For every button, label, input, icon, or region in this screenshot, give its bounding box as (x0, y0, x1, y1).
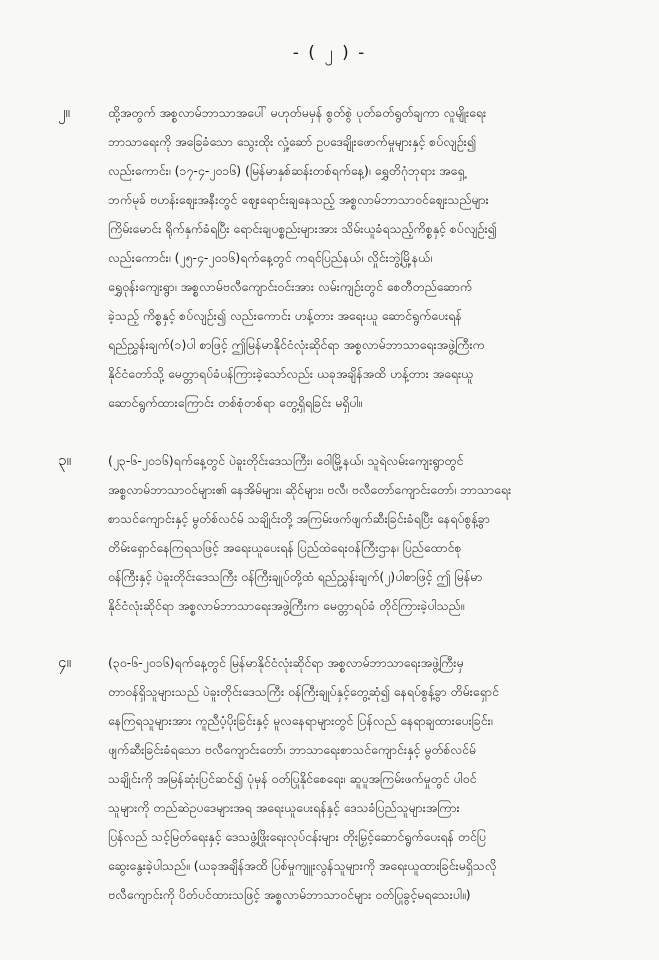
text-line: ဝန်ကြီးနှင့် ပဲခူးတိုင်းဒေသကြီး ဝန်ကြီးချုပ်တို့ထံ ရည်ညွှန်းချက်(၂)ပါစာဖြင့် ဤ မြန်မာ (108, 569, 483, 584)
text-line: စာသင်ကျောင်းနှင့် မွတ်စ်လင်မ် သချိုင်းတို့ အကြမ်းဖက်ဖျက်ဆီးခြင်းခံရပြီး နေရပ်စွန့်ခွာ (108, 511, 490, 526)
paragraph-number: ၃။ (58, 451, 71, 469)
text-line: ကြိမ်းမောင်း ရိုက်နှက်ခံရပြီး ရောင်းချပစ္စည်းများအား သိမ်းယူခံရသည့်ကိစ္စနှင့် စပ်လျဉ်း၍ (108, 221, 497, 236)
text-line: ဘာသာရေးကို အခြေခံသော သွေးထိုး လှုံ့ဆော် ဥပဒေချိုးဖောက်မှုများနှင့် စပ်လျဉ်း၍ (108, 134, 477, 149)
text-line: ခဲ့သည့် ကိစ္စနှင့် စပ်လျဉ်း၍ လည်းကောင်း ဟန့်တား အရေးယူ ဆောင်ရွက်ပေးရန် (108, 308, 462, 323)
text-line: ရည်ညွှန်းချက်(၁)ပါ စာဖြင့် ဤမြန်မာနိုင်ငံလုံးဆိုင်ရာ အစ္စလာမ်ဘာသာရေးအဖွဲ့ကြီးက (108, 337, 485, 352)
paragraph-3 (58, 648, 623, 909)
text-line: သချိုင်းကို အမြန်ဆုံးပြင်ဆင်၍ ပုံမှန် ဝတ်ပြုနိုင်စေရေး၊ ဆူပူအကြမ်းဖက်မှုတွင် ပါဝင် (108, 771, 477, 786)
text-line: ထို့အတွက် အစ္စလာမ်ဘာသာအပေါ် မဟုတ်မမှန် စွတ်စွဲ ပုတ်ခတ်ရွတ်ချကာ လူမျိုးရေး (108, 105, 487, 120)
text-line: နေကြရသူများအား ကူညီပံ့ပိုးခြင်းနှင့် မူလနေရာများတွင် ပြန်လည် နေရာချထားပေးခြင်း၊ (108, 713, 493, 728)
text-line: သူများကို တည်ဆဲဥပဒေများအရ အရေးယူပေးရန်နှင့် ဒေသခံပြည်သူများအကြား (108, 800, 460, 815)
text-line: (၃၀-၆-၂၀၁၆)ရက်နေ့တွင် မြန်မာနိုင်ငံလုံးဆိုင်ရာ အစ္စလာမ်ဘာသာရေးအဖွဲ့ကြီးမှ (108, 655, 464, 670)
paragraph-1 (58, 98, 623, 417)
text-line: လည်းကောင်း၊ (၂၅-၄-၂၀၁၆)ရက်နေ့တွင် ကရင်ပြည်နယ်၊ လှိုင်းဘွဲ့မြို့နယ်၊ (108, 250, 433, 265)
text-line: နိုင်ငံတော်သို့ မေတ္တာရပ်ခံပန်ကြားခဲ့သော်လည်း ယခုအချိန်အထိ ဟန့်တား အရေးယူ (108, 366, 474, 381)
text-line: ရွှေဝုန်းကျေးရွာ၊ အစ္စလာမ်ဗလီကျောင်းဝင်းအား လမ်းကျဉ်းတွင် စေတီတည်ဆောက် (108, 279, 473, 294)
paragraph-2 (58, 446, 623, 620)
paragraph-number: ၂။ (58, 103, 70, 121)
text-line: တာဝန်ရှိသူများသည် ပဲခူးတိုင်းဒေသကြီး ဝန်ကြီးချုပ်နှင့်တွေ့ဆုံ၍ နေရပ်စွန့်ခွာ တိမ်းရှောင် (108, 684, 499, 699)
text-line: ဘက်မုခ် ဗဟန်းဈေးအနီးတွင် ဈေးရောင်းချနေသည့် အစ္စလာမ်ဘာသာဝင်ဈေးသည်များ (108, 192, 489, 207)
page-number: - ( ၂ ) - (292, 43, 367, 63)
text-line: ဖျက်ဆီးခြင်းခံရသော ဗလီကျောင်းတော်၊ ဘာသာရေးစာသင်ကျောင်းနှင့် မွတ်စ်လင်မ် (108, 742, 476, 757)
text-line: (၂၃-၆-၂၀၁၆)ရက်နေ့တွင် ပဲခူးတိုင်းဒေသကြီး၊ ဝေါမြို့နယ်၊ သူရဲလမ်းကျေးရွာတွင် (108, 453, 464, 468)
paragraph-number: ၄။ (58, 653, 71, 671)
text-line: နိုင်ငံလုံးဆိုင်ရာ အစ္စလာမ်ဘာသာရေးအဖွဲ့ကြီးက မေတ္တာရပ်ခံ တိုင်ကြားခဲ့ပါသည်။ (108, 598, 465, 613)
text-line: ပြန်လည် သင့်မြတ်ရေးနှင့် ဒေသဖွံ့ဖြိုးရေးလုပ်ငန်းများ တိုးမြှင့်ဆောင်ရွက်ပေးရန် တင်ပြ (108, 829, 486, 844)
text-line: အစ္စလာမ်ဘာသာဝင်များ၏ နေအိမ်များ၊ ဆိုင်များ၊ ဗလီ၊ ဗလီတော်ကျောင်းတော်၊ ဘာသာရေး (108, 482, 512, 497)
text-line: လည်းကောင်း၊ (၁၇-၄-၂၀၁၆) (မြန်မာနှစ်ဆန်းတစ်ရက်နေ့)၊ ရွှေတိဂုံဘုရား အရှေ့ (108, 163, 465, 178)
text-line: ဗလီကျောင်းကို ပိတ်ပင်ထားသဖြင့် အစ္စလာမ်ဘာသာဝင်များ ဝတ်ပြုခွင့်မရသေးပါ။) (108, 887, 471, 902)
text-line: ဆွေးနွေးခဲ့ပါသည်။ (ယခုအချိန်အထိ ပြစ်မှုကျူးလွန်သူများကို အရေးယူထားခြင်းမရှိသလို (108, 858, 497, 873)
text-line: ဆောင်ရွက်ထားကြောင်း တစ်စုံတစ်ရာ တွေ့ရှိရခြင်း မရှိပါ။ (108, 395, 363, 410)
text-line: တိမ်းရှောင်နေကြရသဖြင့် အရေးယူပေးရန် ပြည်ထဲရေးဝန်ကြီးဌာန၊ ပြည်ထောင်စု (108, 540, 462, 555)
